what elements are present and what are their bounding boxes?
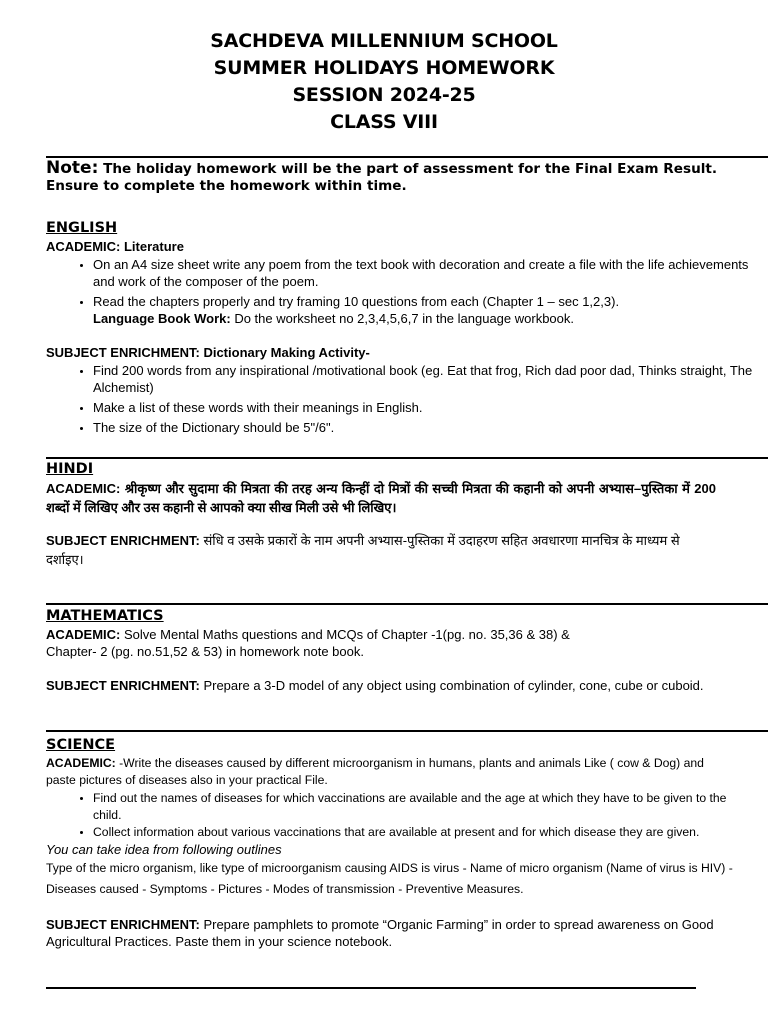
maths-academic	[46, 626, 766, 660]
maths-academic-line2: Chapter- 2 (pg. no.51,52 & 53) in homework note book.	[46, 644, 364, 659]
list-item: • Find out the names of diseases for which vaccinations are available and the age at which they have to be given to the child.	[93, 790, 736, 823]
divider-line	[46, 987, 696, 989]
class-label: CLASS VIII	[330, 111, 438, 133]
section-heading-english: ENGLISH	[46, 220, 118, 236]
section-heading-mathematics: MATHEMATICS	[46, 608, 164, 624]
hindi-academic-text: श्रीकृष्ण और सुदामा की मित्रता की तरह अन्य किन्हीं दो मित्रों की सच्ची मित्रता की कहानी को अपनी अभ्यास–पुस्तिका में 200 शब्दों में लिखिए और उस कहानी से आपको क्या सीख मिली उसे भी लिखिए।	[46, 481, 716, 515]
maths-academic-line1: Solve Mental Maths questions and MCQs of Chapter -1(pg. no. 35,36 & 38) &	[120, 627, 570, 642]
section-heading-science: SCIENCE	[46, 737, 116, 753]
note-text: The holiday homework will be the part of assessment for the Final Exam Result. Ensure to complete the homework within time.	[46, 161, 718, 194]
divider-line	[46, 156, 768, 158]
note-label: Note:	[46, 158, 99, 178]
maths-academic-label: ACADEMIC:	[46, 627, 121, 642]
science-section	[46, 736, 736, 950]
list-item: • Make a list of these words with their meanings in English.	[93, 399, 766, 416]
note-block	[46, 160, 756, 195]
english-academic-list	[46, 256, 766, 327]
english-academic-label: ACADEMIC: Literature	[46, 239, 184, 254]
divider-line	[46, 457, 768, 459]
list-item: • Read the chapters properly and try framing 10 questions from each (Chapter 1 – sec 1,2,3). Language Book Work: Do the worksheet no 2,3,4,5,6,7 in the language workbook.	[93, 293, 766, 327]
hindi-enrichment	[46, 531, 716, 569]
english-section	[46, 219, 766, 439]
science-academic-label: ACADEMIC:	[46, 756, 116, 770]
english-enrichment-label: SUBJECT ENRICHMENT: Dictionary Making Activity-	[46, 345, 370, 360]
science-enrichment	[46, 916, 736, 950]
session-label: SESSION 2024-25	[292, 84, 476, 106]
school-name: SACHDEVA MILLENNIUM SCHOOL	[210, 30, 558, 52]
science-outline-heading: You can take idea from following outlines	[46, 841, 282, 857]
hindi-enrichment-text: संधि व उसके प्रकारों के नाम अपनी अभ्यास-पुस्तिका में उदाहरण सहित अवधारणा मानचित्र के माध्यम से दर्शाइए।	[46, 533, 680, 567]
mathematics-section	[46, 607, 766, 694]
science-outline-text: Type of the micro organism, like type of microorganism causing AIDS is virus - Name of micro organism (Name of virus is HIV) - Diseases caused - Symptoms - Pictures - Modes of transmission - Preventive Measures.	[46, 860, 733, 896]
list-item: • Collect information about various vaccinations that are available at present and for which disease they are given.	[93, 824, 736, 841]
section-heading-hindi: HINDI	[46, 461, 94, 477]
hindi-enrichment-label: SUBJECT ENRICHMENT:	[46, 533, 200, 548]
science-academic	[46, 755, 736, 788]
hindi-academic	[46, 479, 716, 517]
maths-enrichment-text: Prepare a 3-D model of any object using combination of cylinder, cone, cube or cuboid.	[199, 678, 704, 693]
language-book-label: Language Book Work:	[93, 311, 231, 326]
hindi-section	[46, 460, 716, 569]
hindi-academic-label: ACADEMIC:	[46, 481, 121, 496]
list-item: • The size of the Dictionary should be 5"/6".	[93, 419, 766, 436]
maths-enrichment	[46, 677, 716, 694]
science-academic-text: -Write the diseases caused by different microorganism in humans, plants and animals Like ( cow & Dog) and paste pictures of diseases also in your practical File.	[46, 756, 704, 787]
science-enrichment-label: SUBJECT ENRICHMENT:	[46, 916, 200, 932]
science-enrichment-text: Prepare pamphlets to promote “Organic Farming” in order to spread awareness on Good Agricultural Practices. Paste them in your science notebook.	[46, 916, 714, 949]
language-book-text: Do the worksheet no 2,3,4,5,6,7 in the language workbook.	[230, 311, 574, 326]
science-academic-list	[46, 790, 736, 841]
english-enrichment-list	[46, 362, 766, 436]
divider-line	[46, 603, 768, 605]
list-item: • On an A4 size sheet write any poem from the text book with decoration and create a file with the life achievements and work of the composer of the poem.	[93, 256, 766, 290]
list-item: • Find 200 words from any inspirational /motivational book (eg. Eat that frog, Rich dad poor dad, Thinks straight, The Alchemist)	[93, 362, 766, 396]
document-header	[0, 28, 768, 136]
divider-line	[46, 730, 768, 732]
document-title: SUMMER HOLIDAYS HOMEWORK	[213, 57, 555, 79]
maths-enrichment-label: SUBJECT ENRICHMENT:	[46, 678, 200, 693]
